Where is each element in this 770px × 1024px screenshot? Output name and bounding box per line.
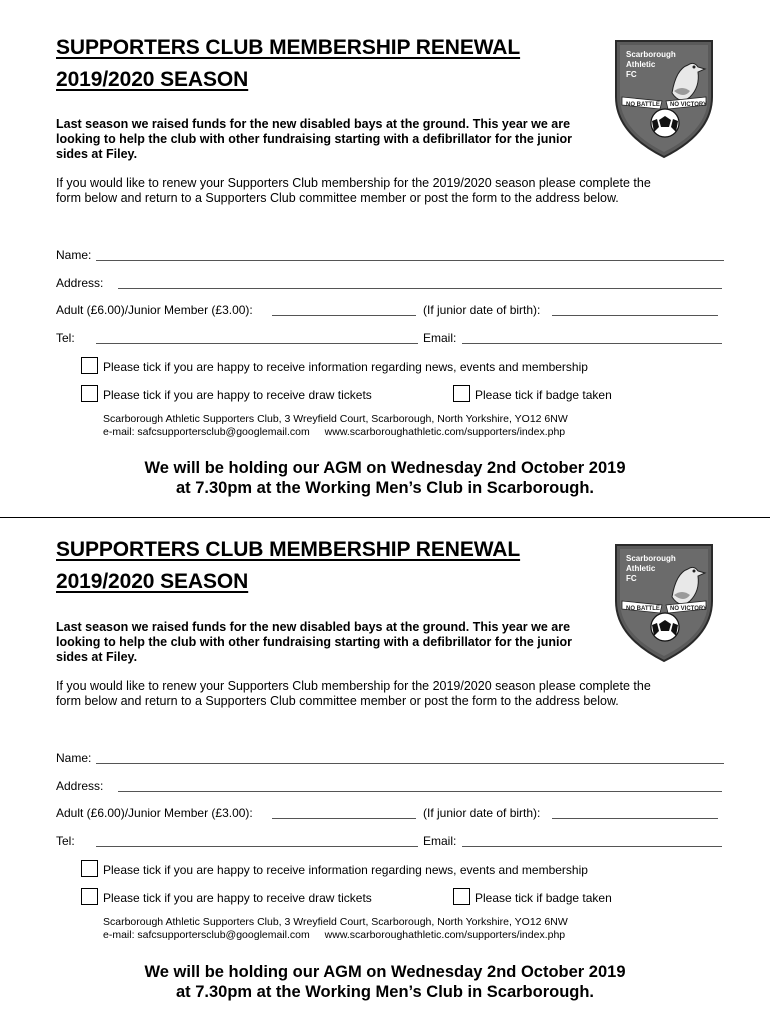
draw-checkbox[interactable] xyxy=(81,385,98,402)
svg-text:Athletic: Athletic xyxy=(626,60,656,69)
badge-checkbox-label: Please tick if badge taken xyxy=(475,388,612,402)
membership-label: Adult (£6.00)/Junior Member (£3.00): xyxy=(56,303,253,317)
email-field[interactable] xyxy=(462,846,722,847)
intro-text: If you would like to renew your Supporters Club membership for the 2019/2020 season please complete the form below and return to a Supporters Club committee member or post the form to the address below. xyxy=(56,176,651,205)
address-label: Address: xyxy=(56,779,104,793)
name-label: Name: xyxy=(56,248,92,262)
info-checkbox-label: Please tick if you are happy to receive information regarding news, events and membership xyxy=(103,360,588,374)
agm-line-1: We will be holding our AGM on Wednesday 2nd October 2019 xyxy=(144,459,626,477)
draw-checkbox-label: Please tick if you are happy to receive draw tickets xyxy=(103,388,372,402)
dob-label: (If junior date of birth): xyxy=(423,806,541,820)
address-field[interactable] xyxy=(118,288,722,289)
svg-text:NO BATTLE: NO BATTLE xyxy=(626,606,660,612)
dob-field[interactable] xyxy=(552,818,718,819)
svg-text:NO BATTLE: NO BATTLE xyxy=(626,102,660,108)
info-checkbox-label: Please tick if you are happy to receive information regarding news, events and membership xyxy=(103,863,588,877)
contact-email: e-mail: safcsupportersclub@googlemail.com xyxy=(103,425,310,438)
name-field[interactable] xyxy=(96,763,724,764)
info-checkbox[interactable] xyxy=(81,357,98,374)
badge-checkbox[interactable] xyxy=(453,385,470,402)
form-title: SUPPORTERS CLUB MEMBERSHIP RENEWAL xyxy=(56,36,521,59)
contact-email: e-mail: safcsupportersclub@googlemail.com xyxy=(103,928,310,941)
dob-field[interactable] xyxy=(552,315,718,316)
postal-address xyxy=(103,413,568,438)
tel-field[interactable] xyxy=(96,343,418,344)
email-label: Email: xyxy=(423,331,457,345)
agm-notice xyxy=(0,962,770,1002)
tel-label: Tel: xyxy=(56,834,75,848)
renewal-form-top xyxy=(0,0,770,505)
email-label: Email: xyxy=(423,834,457,848)
club-crest-logo xyxy=(610,35,718,159)
website-link[interactable]: www.scarboroughathletic.com/supporters/index.php xyxy=(324,425,566,438)
intro-bold-text: Last season we raised funds for the new disabled bays at the ground. This year we are looking to help the club with other fundraising starting with a defibrillator for the junior sides at Filey. xyxy=(56,620,572,664)
info-checkbox[interactable] xyxy=(81,860,98,877)
renewal-form-bottom xyxy=(0,518,770,1023)
svg-text:NO VICTORY: NO VICTORY xyxy=(670,606,708,612)
dob-label: (If junior date of birth): xyxy=(423,303,541,317)
svg-text:Scarborough: Scarborough xyxy=(626,554,676,563)
badge-checkbox-label: Please tick if badge taken xyxy=(475,891,612,905)
membership-field[interactable] xyxy=(272,818,416,819)
form-season: 2019/2020 SEASON xyxy=(56,68,249,91)
draw-checkbox[interactable] xyxy=(81,888,98,905)
email-field[interactable] xyxy=(462,343,722,344)
address-label: Address: xyxy=(56,276,104,290)
membership-field[interactable] xyxy=(272,315,416,316)
membership-label: Adult (£6.00)/Junior Member (£3.00): xyxy=(56,806,253,820)
agm-line-2: at 7.30pm at the Working Men’s Club in Scarborough. xyxy=(175,479,595,497)
address-field[interactable] xyxy=(118,791,722,792)
address-line: Scarborough Athletic Supporters Club, 3 Wreyfield Court, Scarborough, North Yorkshire, YO12 6NW xyxy=(103,413,568,425)
agm-notice xyxy=(0,458,770,498)
website-link[interactable]: www.scarboroughathletic.com/supporters/index.php xyxy=(324,928,566,941)
club-crest-logo xyxy=(610,539,718,663)
svg-text:Athletic: Athletic xyxy=(626,564,656,573)
svg-text:NO VICTORY: NO VICTORY xyxy=(670,102,708,108)
name-field[interactable] xyxy=(96,260,724,261)
name-label: Name: xyxy=(56,751,92,765)
svg-text:FC: FC xyxy=(626,70,637,79)
tel-label: Tel: xyxy=(56,331,75,345)
intro-bold-text: Last season we raised funds for the new disabled bays at the ground. This year we are looking to help the club with other fundraising starting with a defibrillator for the junior sides at Filey. xyxy=(56,117,572,161)
tel-field[interactable] xyxy=(96,846,418,847)
form-title: SUPPORTERS CLUB MEMBERSHIP RENEWAL xyxy=(56,538,521,561)
svg-text:FC: FC xyxy=(626,574,637,583)
intro-text: If you would like to renew your Supporters Club membership for the 2019/2020 season please complete the form below and return to a Supporters Club committee member or post the form to the address below. xyxy=(56,679,651,708)
agm-line-2: at 7.30pm at the Working Men’s Club in Scarborough. xyxy=(175,983,595,1001)
svg-text:Scarborough: Scarborough xyxy=(626,50,676,59)
agm-line-1: We will be holding our AGM on Wednesday 2nd October 2019 xyxy=(144,963,626,981)
postal-address xyxy=(103,916,568,941)
draw-checkbox-label: Please tick if you are happy to receive draw tickets xyxy=(103,891,372,905)
badge-checkbox[interactable] xyxy=(453,888,470,905)
form-season: 2019/2020 SEASON xyxy=(56,570,249,593)
address-line: Scarborough Athletic Supporters Club, 3 Wreyfield Court, Scarborough, North Yorkshire, YO12 6NW xyxy=(103,916,568,928)
